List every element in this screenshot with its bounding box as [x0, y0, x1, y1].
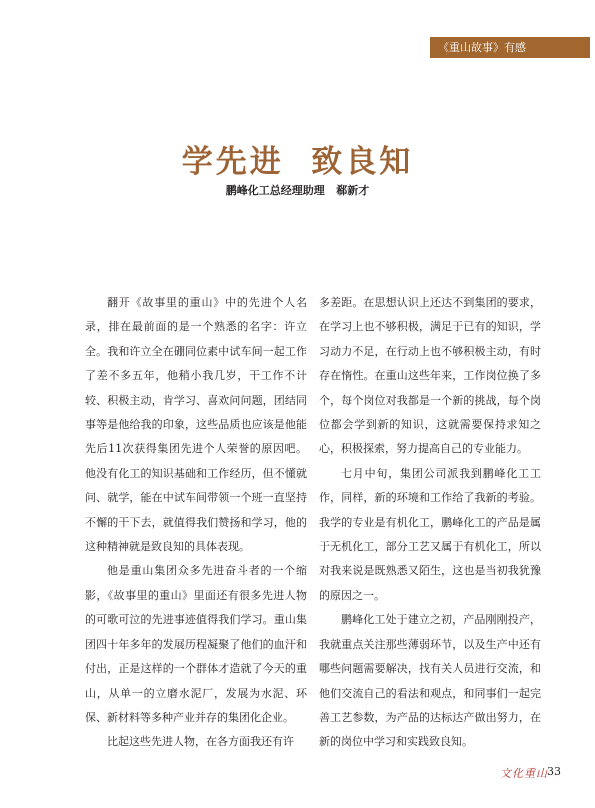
page-number: 33	[547, 765, 561, 778]
magazine-logo: 文化重山	[500, 767, 548, 780]
paragraph: 鹏峰化工处于建立之初，产品刚刚投产，我就重点关注那些薄弱环节，以及生产中还有哪些问题需要解决，找有关人员进行交流，和他们交流自己的看法和观点，和同事们一起完善工艺参数，为产品的达标达产做出努力，在新的岗位中学习和实践致良知。	[319, 613, 541, 749]
paragraph: 七月中旬，集团公司派我到鹏峰化工工作，同样，新的环境和工作给了我新的考验。我学的专业是有机化工，鹏峰化工的产品是属于无机化工，部分工艺又属于有机化工，所以对我来说是既熟悉又陌生，这也是当初我犹豫的原因之一。	[319, 466, 541, 602]
section-tag: 《重山故事》有感	[430, 37, 590, 58]
article-byline: 鹏峰化工总经理助理 郗新才	[225, 184, 370, 197]
paragraph: 比起这些先进人物，在各方面我还有许	[107, 735, 294, 749]
left-column	[85, 291, 307, 755]
paragraph: 多差距。在思想认识上还达不到集团的要求，在学习上也不够积极，满足于已有的知识，学习动力不足，在行动上也不够积极主动，有时存在惰性。在重山这些年来，工作岗位换了多个，每个岗位对我都是一个新的挑战，每个岗位都会学到新的知识，这就需要保持求知之心，积极探索，努力提高自己的专业能力。	[319, 296, 541, 456]
article-title: 学先进 致良知	[181, 144, 414, 180]
paragraph: 他是重山集团众多先进奋斗者的一个缩影，《故事里的重山》里面还有很多先进人物的可歌可泣的先进事迹值得我们学习。重山集团四十年多年的发展历程凝聚了他们的血汗和付出，正是这样的一个群体才造就了今天的重山，从单一的立磨水泥厂，发展为水泥、环保、新材料等多种产业并存的集团化企业。	[85, 564, 307, 724]
paragraph: 翻开《故事里的重山》中的先进个人名录，排在最前面的是一个熟悉的名字：许立全。我和许立全在硼同位素中试车间一起工作了差不多五年，他稍小我几岁，干工作不计较、积极主动，肯学习、喜欢问问题，团结同事等是他给我的印象，这些品质也应该是他能先后11次获得集团先进个人荣誉的原因吧。他没有化工的知识基础和工作经历，但不懂就问、就学，能在中试车间带领一个班一直坚持不懈的干下去，就值得我们赞扬和学习，他的这种精神就是致良知的具体表现。	[85, 296, 307, 554]
right-column	[319, 291, 541, 755]
